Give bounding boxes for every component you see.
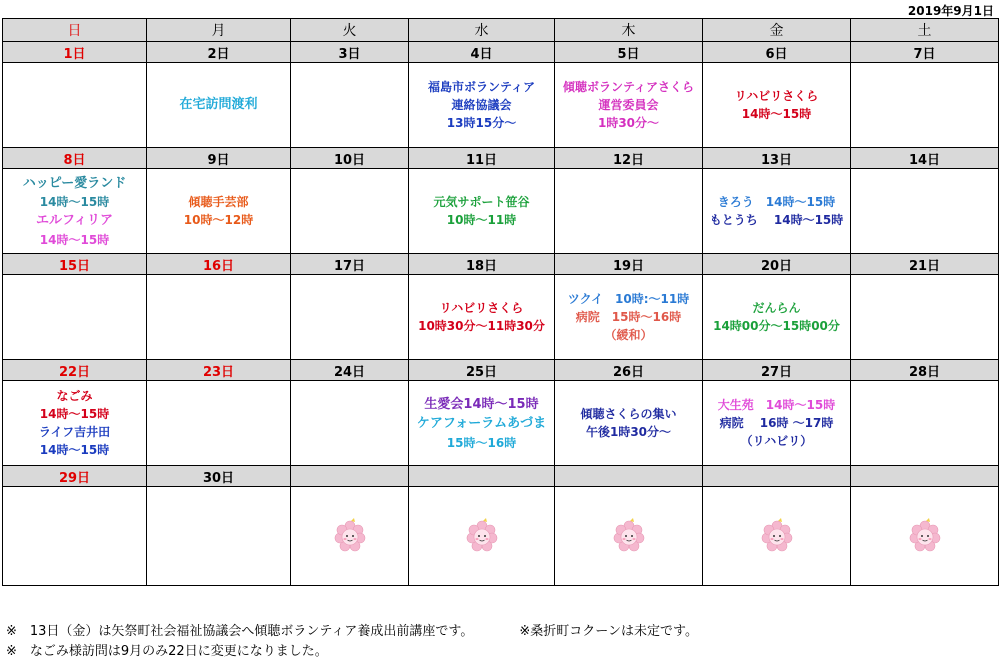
- event-list: [409, 381, 554, 465]
- event-line: 10時～12時: [183, 213, 254, 227]
- day-cell: [555, 275, 703, 360]
- event-line: リハビリさくら: [734, 89, 819, 103]
- event-line: 午後1時30分～: [585, 425, 672, 439]
- event-list: [291, 169, 408, 253]
- event-line: ハッピー愛ランド: [22, 175, 127, 191]
- day-number: 28日: [851, 360, 999, 381]
- day-content-row: [3, 381, 999, 466]
- event-line: 連絡協議会: [451, 98, 512, 112]
- weekday-wed: 水: [409, 19, 555, 42]
- weekday-sat: 土: [851, 19, 999, 42]
- day-number: 17日: [291, 254, 409, 275]
- event-list: [555, 381, 702, 465]
- event-line: 傾聴手芸部: [188, 195, 249, 209]
- event-list: [291, 63, 408, 147]
- event-list: [291, 381, 408, 465]
- event-line: なごみ: [56, 389, 93, 403]
- day-number: 23日: [147, 360, 291, 381]
- day-number: 6日: [703, 42, 851, 63]
- day-number: 1日: [3, 42, 147, 63]
- event-list: [3, 381, 146, 465]
- day-cell: [409, 169, 555, 254]
- day-cell: [3, 487, 147, 586]
- footnote-yamatsuri: ※ 13日（金）は矢祭町社会福祉協議会へ傾聴ボランティア養成出前講座です。: [6, 624, 474, 639]
- flower-mascot-icon: [612, 517, 646, 555]
- day-number: [291, 466, 409, 487]
- day-content-row: [3, 275, 999, 360]
- event-list: [851, 487, 998, 585]
- weekday-mon: 月: [147, 19, 291, 42]
- day-number: 18日: [409, 254, 555, 275]
- day-cell: [147, 275, 291, 360]
- day-cell: [703, 275, 851, 360]
- event-line: 1時30分～: [597, 116, 660, 130]
- day-number: 29日: [3, 466, 147, 487]
- event-line: 14時～15時: [39, 407, 110, 421]
- day-number: [555, 466, 703, 487]
- footnote-row-2: [6, 642, 698, 662]
- day-cell: [3, 169, 147, 254]
- event-line: 14時～15時: [39, 195, 110, 209]
- event-list: [409, 275, 554, 359]
- day-cell: [147, 487, 291, 586]
- flower-mascot-icon: [465, 517, 499, 555]
- day-cell: [3, 381, 147, 466]
- event-line: 15時～16時: [446, 435, 517, 450]
- event-line: ケアフォーラムあづま: [416, 416, 547, 431]
- event-line: （リハビリ）: [740, 434, 813, 448]
- footnote-row-1: [6, 622, 698, 642]
- event-list: [851, 169, 998, 253]
- flower-mascot-icon: [333, 517, 367, 555]
- event-line: ライフ吉井田: [38, 425, 111, 439]
- day-number: 9日: [147, 148, 291, 169]
- day-cell: [291, 169, 409, 254]
- day-number: [851, 466, 999, 487]
- event-list: [409, 487, 554, 585]
- event-line: 病院 15時～16時: [575, 310, 682, 324]
- weekday-tue: 火: [291, 19, 409, 42]
- day-number: 22日: [3, 360, 147, 381]
- event-line: 14時～15時: [39, 232, 110, 247]
- day-number-row: [3, 466, 999, 487]
- day-cell: [291, 275, 409, 360]
- day-content-row: [3, 487, 999, 586]
- day-cell: [291, 487, 409, 586]
- day-number: 15日: [3, 254, 147, 275]
- event-list: [409, 63, 554, 147]
- day-cell: [291, 63, 409, 148]
- event-list: [291, 487, 408, 585]
- event-line: 元気サポート笹谷: [433, 195, 530, 209]
- footnotes: [6, 622, 698, 662]
- day-cell: [851, 381, 999, 466]
- event-list: [147, 487, 290, 585]
- day-number: 13日: [703, 148, 851, 169]
- day-number: 26日: [555, 360, 703, 381]
- event-list: [851, 63, 998, 147]
- day-number: 24日: [291, 360, 409, 381]
- event-list: [555, 275, 702, 359]
- day-cell: [703, 63, 851, 148]
- day-number: 25日: [409, 360, 555, 381]
- document-date: 2019年9月1日: [907, 4, 994, 18]
- event-list: [147, 275, 290, 359]
- day-cell: [555, 487, 703, 586]
- day-number: 30日: [147, 466, 291, 487]
- day-cell: [3, 63, 147, 148]
- weekday-sun: 日: [3, 19, 147, 42]
- footnote-koori: ※桑折町コクーンは未定です。: [519, 624, 698, 639]
- event-line: 大生苑 14時～15時: [717, 398, 836, 412]
- event-list: [703, 487, 850, 585]
- day-cell: [555, 63, 703, 148]
- event-list: [3, 169, 146, 253]
- day-number: 8日: [3, 148, 147, 169]
- event-line: 10時～11時: [446, 213, 517, 227]
- day-number: 19日: [555, 254, 703, 275]
- day-number-row: [3, 148, 999, 169]
- day-number: 3日: [291, 42, 409, 63]
- day-number: 12日: [555, 148, 703, 169]
- event-line: 14時～15時: [39, 443, 110, 457]
- day-cell: [851, 169, 999, 254]
- day-cell: [147, 169, 291, 254]
- day-cell: [409, 275, 555, 360]
- event-line: きろう 14時～15時: [717, 195, 836, 209]
- day-number-row: [3, 42, 999, 63]
- event-line: 生愛会14時～15時: [424, 396, 539, 412]
- event-list: [703, 169, 850, 253]
- day-number-row: [3, 254, 999, 275]
- day-cell: [3, 275, 147, 360]
- day-cell: [291, 381, 409, 466]
- event-list: [3, 63, 146, 147]
- day-cell: [147, 63, 291, 148]
- flower-mascot-icon: [760, 517, 794, 555]
- event-line: 傾聴さくらの集い: [580, 407, 677, 421]
- day-number: 14日: [851, 148, 999, 169]
- day-cell: [703, 487, 851, 586]
- event-line: 福島市ボランティア: [427, 80, 536, 94]
- day-number: 27日: [703, 360, 851, 381]
- event-line: 傾聴ボランティアさくら: [562, 80, 695, 94]
- day-content-row: [3, 169, 999, 254]
- day-number: [409, 466, 555, 487]
- day-number: 11日: [409, 148, 555, 169]
- event-line: 14時～15時: [741, 107, 812, 121]
- day-cell: [409, 63, 555, 148]
- day-cell: [409, 381, 555, 466]
- day-cell: [851, 63, 999, 148]
- day-cell: [851, 487, 999, 586]
- day-cell: [409, 487, 555, 586]
- day-number: 10日: [291, 148, 409, 169]
- event-line: エルフィリア: [36, 213, 113, 228]
- event-list: [851, 275, 998, 359]
- weekday-thu: 木: [555, 19, 703, 42]
- event-list: [147, 63, 290, 147]
- day-number-row: [3, 360, 999, 381]
- day-number: [703, 466, 851, 487]
- event-line: 運営委員会: [598, 98, 659, 112]
- day-cell: [555, 381, 703, 466]
- event-list: [555, 63, 702, 147]
- event-line: ツクイ 10時:～11時: [567, 292, 690, 306]
- event-list: [3, 487, 146, 585]
- day-number: 2日: [147, 42, 291, 63]
- event-list: [703, 63, 850, 147]
- day-number: 5日: [555, 42, 703, 63]
- event-line: リハビリさくら: [439, 301, 524, 315]
- day-cell: [555, 169, 703, 254]
- event-line: 14時00分～15時00分: [713, 319, 840, 333]
- event-line: もとうち 14時～15時: [709, 213, 844, 227]
- calendar-body: [3, 42, 999, 586]
- day-cell: [147, 381, 291, 466]
- calendar-table: [2, 18, 999, 586]
- event-list: [555, 487, 702, 585]
- day-number: 20日: [703, 254, 851, 275]
- weekday-header-row: [3, 19, 999, 42]
- day-number: 21日: [851, 254, 999, 275]
- event-list: [409, 169, 554, 253]
- event-list: [703, 275, 850, 359]
- day-cell: [703, 169, 851, 254]
- event-list: [3, 275, 146, 359]
- event-list: [291, 275, 408, 359]
- day-cell: [703, 381, 851, 466]
- day-number: 16日: [147, 254, 291, 275]
- day-content-row: [3, 63, 999, 148]
- event-line: （緩和）: [604, 328, 653, 342]
- event-line: だんらん: [752, 301, 801, 315]
- flower-mascot-icon: [908, 517, 942, 555]
- event-line: 13時15分～: [446, 116, 517, 130]
- event-list: [851, 381, 998, 465]
- event-line: 在宅訪問渡利: [179, 97, 258, 113]
- event-list: [147, 169, 290, 253]
- event-line: 10時30分～11時30分: [418, 319, 545, 333]
- event-list: [555, 169, 702, 253]
- weekday-fri: 金: [703, 19, 851, 42]
- event-list: [147, 381, 290, 465]
- event-list: [703, 381, 850, 465]
- day-number: 4日: [409, 42, 555, 63]
- event-line: 病院 16時 ～17時: [719, 416, 834, 430]
- day-cell: [851, 275, 999, 360]
- footnote-nagomi: ※ なごみ様訪問は9月のみ22日に変更になりました。: [6, 644, 328, 659]
- day-number: 7日: [851, 42, 999, 63]
